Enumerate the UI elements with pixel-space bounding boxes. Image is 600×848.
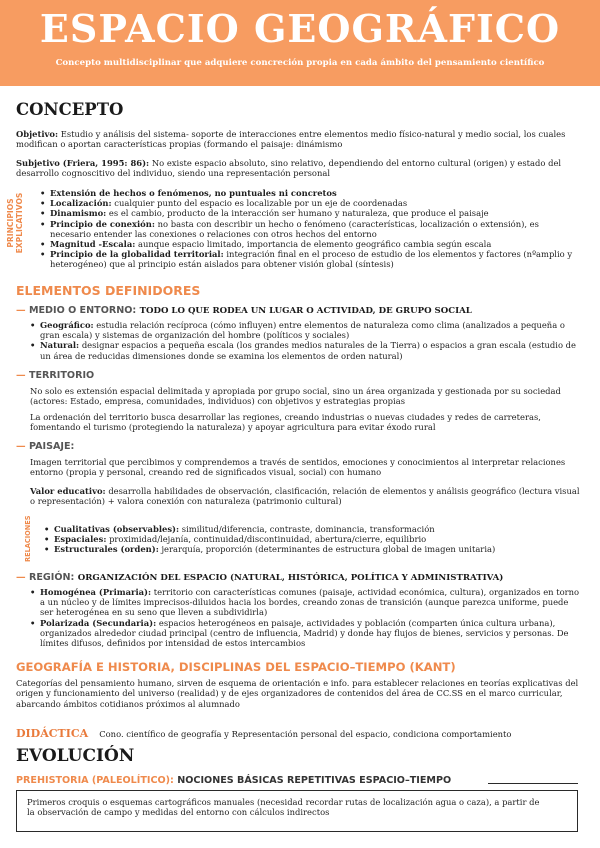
- subjetivo-text: No existe espacio absoluto, sino relativo, dependiendo del entorno cultural (origen) y estado del desarrollo cognoscitivo del individuo, siendo una representación personal: [16, 158, 562, 179]
- medio-heading: — MEDIO O ENTORNO: TODO LO QUE RODEA UN LUGAR O ACTIVIDAD, DE GRUPO SOCIAL: [16, 305, 472, 316]
- paisaje-p1: Imagen territorial que percibimos y comprendemos a través de sentidos, emociones y conocimientos al interpretar relaciones entorno (propia y personal, creando red de significados visual, social) con humano: [30, 457, 566, 478]
- relaciones-list: [44, 524, 580, 555]
- relaciones-vertical-label: RELACIONES: [24, 515, 32, 562]
- list-item: • Localización: cualquier punto del espacio es localizable por un eje de coordenadas: [40, 198, 580, 208]
- territorio-p1: No solo es extensión espacial delimitada y apropiada por grupo social, sino un área organizada y gestionada por su sociedad (actores: Estado, empresa, comunidades, individuos) con objetivos y estrategias propias: [30, 386, 561, 407]
- list-item: • Extensión de hechos o fenómenos, no puntuales ni concretos: [40, 188, 580, 198]
- medio-tail: TODO LO QUE RODEA UN LUGAR O ACTIVIDAD, DE GRUPO SOCIAL: [139, 306, 472, 316]
- territorio-label: TERRITORIO: [28, 370, 95, 381]
- list-item: • Principio de conexión: no basta con describir un hecho o fenómeno (características, localización o extensión), es necesario entender las conexiones o relaciones con otros hechos del entorno: [40, 219, 580, 239]
- region-heading: — REGIÓN: ORGANIZACIÓN DEL ESPACIO (NATURAL, HISTÓRICA, POLÍTICA Y ADMINISTRATIVA): [16, 572, 504, 583]
- geografia-heading: GEOGRAFÍA E HISTORIA, DISCIPLINAS DEL ESPACIO–TIEMPO (KANT): [16, 660, 456, 674]
- subjetivo-label: Subjetivo (Friera, 1995: 86):: [16, 158, 150, 168]
- territorio-p2: La ordenación del territorio busca desarrollar las regiones, creando industrias o nuevas ciudades y redes de carreteras, fomentando el turismo (protegiendo la naturaleza) y apoyar agricultura para evitar éxodo rural: [30, 412, 541, 433]
- didactica-label: DIDÁCTICA: [16, 727, 89, 740]
- page-title: ESPACIO GEOGRÁFICO: [39, 6, 561, 51]
- valor-educativo-paragraph: [30, 486, 582, 507]
- paisaje-heading: — PAISAJE:: [16, 441, 75, 452]
- medio-label: MEDIO O ENTORNO:: [28, 305, 137, 316]
- prehistoria-tail: NOCIONES BÁSICAS REPETITIVAS ESPACIO–TIEMPO: [173, 775, 452, 786]
- region-list: [30, 587, 582, 648]
- valor-educativo-label: Valor educativo:: [30, 486, 106, 496]
- medio-list: [30, 320, 582, 361]
- list-item: • Homogénea (Primaria): territorio con características comunes (paisaje, actividad económica, cultura), organizados en torno a un núcleo y de límites imprecisos-diluidos hacia los bordes, creando zonas de transición (aunque parezca uniforme, puede ser heterogénea en su seno que lleven a subdividirla): [30, 587, 582, 618]
- subjetivo-paragraph: [16, 158, 582, 179]
- page-subtitle: Concepto multidisciplinar que adquiere concreción propia en cada ámbito del pensamiento científico: [55, 58, 545, 68]
- valor-educativo-text: desarrolla habilidades de observación, clasificación, relación de elementos y análisis geográfico (lectura visual o representación) + valora conexión con naturaleza (patrimonio cultural): [30, 486, 580, 507]
- prehistoria-label: PREHISTORIA (PALEOLÍTICO):: [16, 775, 174, 786]
- divider: [488, 783, 578, 784]
- concepto-heading: CONCEPTO: [16, 100, 124, 119]
- objetivo-text: Estudio y análisis del sistema- soporte de interacciones entre elementos medio físico-natural y medio social, los cuales modifican o aportan características propias (formando el paisaje: dinámismo: [16, 129, 566, 150]
- elementos-heading: ELEMENTOS DEFINIDORES: [16, 283, 201, 298]
- principios-label-line1: PRINCIPIOS: [6, 198, 15, 248]
- list-item: • Cualitativas (observables): similitud/diferencia, contraste, dominancia, transformación: [44, 524, 580, 534]
- region-label: REGIÓN:: [28, 572, 75, 583]
- list-item: • Natural: designar espacios a pequeña escala (los grandes medios naturales de la Tierra) o espacios a gran escala (estudio de un área de reducidas dimensiones donde se examina los elementos de orden natural): [30, 340, 582, 360]
- objetivo-label: Objetivo:: [16, 129, 59, 139]
- list-item: • Magnitud -Escala: aunque espacio limitado, importancia de elemento geográfico cambia según escala: [40, 239, 580, 249]
- list-item: • Principio de la globalidad territorial: integración final en el proceso de estudio de los elementos y factores (nºamplio y heterogéneo) que al principio están aislados para obtener visión global (síntesis): [40, 249, 580, 269]
- region-tail: ORGANIZACIÓN DEL ESPACIO (NATURAL, HISTÓRICA, POLÍTICA Y ADMINISTRATIVA): [77, 573, 504, 583]
- objetivo-paragraph: [16, 129, 582, 150]
- geografia-paragraph: Categorías del pensamiento humano, sirven de esquema de orientación e info. para establecer relaciones en teorías explicativas del origen y funcionamiento del universo (realidad) y de ejes organizadores de contenidos del área de CC.SS en el marco curricular, abarcando ámbitos cotidianos próximos al alumnado: [16, 678, 579, 709]
- list-item: • Espaciales: proximidad/lejanía, continuidad/discontinuidad, abertura/cierre, equilibrio: [44, 534, 580, 544]
- didactica-text: Cono. científico de geografía y Representación personal del espacio, condiciona comportamiento: [99, 729, 512, 739]
- paisaje-label: PAISAJE:: [28, 441, 75, 452]
- prehistoria-box: [16, 790, 578, 832]
- list-item: • Dinamismo: es el cambio, producto de la interacción ser humano y naturaleza, que produce el paisaje: [40, 208, 580, 218]
- principios-label-line2: EXPLICATIVOS: [15, 192, 24, 254]
- evolucion-heading: EVOLUCIÓN: [16, 746, 135, 766]
- list-item: • Polarizada (Secundaria): espacios heterogéneos en paisaje, actividades y población (comparten única cultura urbana), organizados alrededor ciudad principal (centro de influencia, Madrid) y donde hay flujos de bienes, servicios y personas. De límites difusos, definidos por intensidad de estos intercambios: [30, 618, 582, 649]
- prehistoria-box-text: Primeros croquis o esquemas cartográficos manuales (necesidad recordar rutas de localización agua o caza), a partir de la observación de campo y medidas del entorno con cálculos indirectos: [27, 797, 540, 818]
- prehistoria-heading: [16, 775, 451, 786]
- principios-list: [40, 188, 580, 270]
- didactica-row: [16, 722, 582, 741]
- header-banner: [0, 0, 600, 86]
- list-item: • Geográfico: estudia relación recíproca (cómo influyen) entre elementos de naturaleza como clima (analizados a pequeña o gran escala) y sistemas de organización del hombre (políticos y sociales): [30, 320, 582, 340]
- principios-vertical-label: [6, 182, 24, 264]
- territorio-heading: — TERRITORIO: [16, 370, 95, 381]
- list-item: • Estructurales (orden): jerarquía, proporción (determinantes de estructura global de imagen unitaria): [44, 544, 580, 554]
